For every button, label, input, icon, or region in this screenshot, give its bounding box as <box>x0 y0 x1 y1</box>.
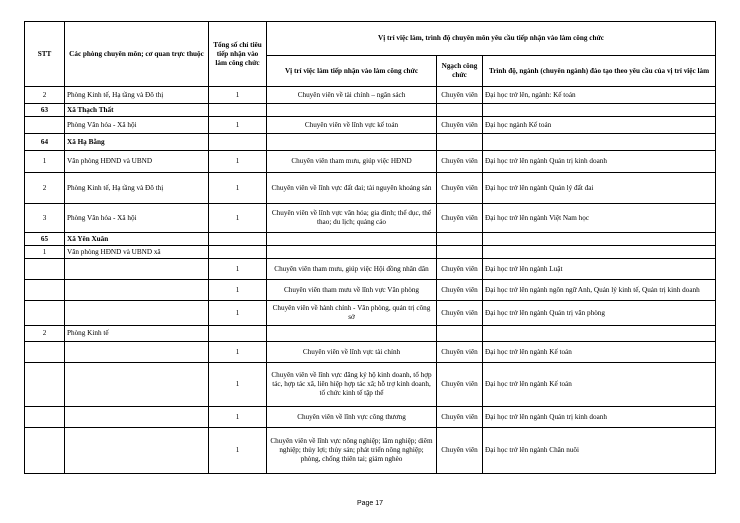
cell-rank: Chuyên viên <box>437 301 483 326</box>
cell-stt: 3 <box>25 204 65 233</box>
cell-total <box>209 246 267 259</box>
cell-dept: Phòng Kinh tế <box>65 326 209 342</box>
cell-dept <box>65 301 209 326</box>
table-row <box>25 151 716 173</box>
cell-total: 1 <box>209 428 267 474</box>
header-dept: Các phòng chuyên môn; cơ quan trực thuộc <box>65 22 209 87</box>
cell-dept <box>65 407 209 428</box>
cell-total: 1 <box>209 87 267 104</box>
cell-position: Chuyên viên về lĩnh vực đất đai; tài nguyên khoáng sản <box>267 173 437 204</box>
cell-qualification: Đại học trở lên ngành ngôn ngữ Anh, Quản lý kinh tế, Quản trị kinh doanh <box>483 280 716 301</box>
cell-rank <box>437 134 483 151</box>
cell-rank <box>437 233 483 246</box>
cell-total <box>209 326 267 342</box>
cell-total: 1 <box>209 280 267 301</box>
page-footer: Page 17 <box>356 500 384 507</box>
cell-position <box>267 326 437 342</box>
cell-position: Chuyên viên về lĩnh vực công thương <box>267 407 437 428</box>
table-body <box>25 87 716 474</box>
cell-stt: 63 <box>25 104 65 117</box>
cell-position: Chuyên viên về lĩnh vực tài chính <box>267 342 437 363</box>
table-row <box>25 259 716 280</box>
table-row <box>25 326 716 342</box>
table-row <box>25 246 716 259</box>
cell-dept: Phòng Văn hóa - Xã hội <box>65 204 209 233</box>
cell-dept: Phòng Văn hóa - Xã hội <box>65 117 209 134</box>
cell-qualification: Đại học trở lên ngành Quản trị kinh doanh <box>483 407 716 428</box>
cell-position: Chuyên viên về tài chính – ngân sách <box>267 87 437 104</box>
cell-total <box>209 233 267 246</box>
cell-qualification <box>483 134 716 151</box>
cell-position <box>267 246 437 259</box>
cell-dept: Xã Hạ Bằng <box>65 134 209 151</box>
cell-rank <box>437 246 483 259</box>
cell-position: Chuyên viên tham mưu, giúp việc Hội đồng nhân dân <box>267 259 437 280</box>
cell-position <box>267 104 437 117</box>
table-row <box>25 204 716 233</box>
table-row <box>25 173 716 204</box>
cell-position: Chuyên viên về lĩnh vực kế toán <box>267 117 437 134</box>
table-row <box>25 233 716 246</box>
table-row <box>25 87 716 104</box>
cell-qualification: Đại học trở lên, ngành: Kế toán <box>483 87 716 104</box>
cell-stt <box>25 280 65 301</box>
cell-total <box>209 134 267 151</box>
cell-qualification: Đại học trở lên ngành Kế toán <box>483 363 716 407</box>
header-position: Vị trí việc làm tiếp nhận vào làm công chức <box>267 56 437 87</box>
cell-rank: Chuyên viên <box>437 407 483 428</box>
cell-rank: Chuyên viên <box>437 151 483 173</box>
cell-stt <box>25 259 65 280</box>
cell-total: 1 <box>209 173 267 204</box>
table-row <box>25 363 716 407</box>
cell-stt <box>25 407 65 428</box>
cell-qualification: Đại học trở lên ngành Kế toán <box>483 342 716 363</box>
header-total: Tổng số chỉ tiêu tiếp nhận vào làm công chức <box>209 22 267 87</box>
cell-total: 1 <box>209 363 267 407</box>
cell-stt: 65 <box>25 233 65 246</box>
cell-position: Chuyên viên tham mưu về lĩnh vực Văn phòng <box>267 280 437 301</box>
cell-rank <box>437 326 483 342</box>
cell-dept <box>65 280 209 301</box>
cell-rank: Chuyên viên <box>437 173 483 204</box>
table-row <box>25 280 716 301</box>
table-row <box>25 407 716 428</box>
cell-rank: Chuyên viên <box>437 204 483 233</box>
cell-qualification: Đại học ngành Kế toán <box>483 117 716 134</box>
cell-qualification: Đại học trở lên ngành Quản trị văn phòng <box>483 301 716 326</box>
cell-position: Chuyên viên về hành chính - Văn phòng, quản trị công sở <box>267 301 437 326</box>
cell-dept: Xã Thạch Thất <box>65 104 209 117</box>
cell-stt: 2 <box>25 173 65 204</box>
table-row <box>25 104 716 117</box>
cell-stt: 2 <box>25 87 65 104</box>
cell-dept <box>65 363 209 407</box>
cell-dept <box>65 342 209 363</box>
cell-rank: Chuyên viên <box>437 428 483 474</box>
cell-rank: Chuyên viên <box>437 342 483 363</box>
table-row <box>25 428 716 474</box>
cell-rank <box>437 104 483 117</box>
cell-position: Chuyên viên tham mưu, giúp việc HĐND <box>267 151 437 173</box>
cell-rank: Chuyên viên <box>437 280 483 301</box>
cell-dept <box>65 259 209 280</box>
cell-position: Chuyên viên về lĩnh vực đăng ký hộ kinh doanh, tổ hợp tác, hợp tác xã, liên hiệp hợp tác xã; hỗ trợ kinh doanh, tổ chức kinh tế tập thể <box>267 363 437 407</box>
cell-total: 1 <box>209 151 267 173</box>
cell-total: 1 <box>209 259 267 280</box>
cell-stt <box>25 117 65 134</box>
cell-stt <box>25 301 65 326</box>
table-row <box>25 342 716 363</box>
cell-qualification <box>483 233 716 246</box>
staffing-table <box>24 21 716 474</box>
cell-qualification <box>483 104 716 117</box>
cell-rank: Chuyên viên <box>437 363 483 407</box>
cell-total: 1 <box>209 407 267 428</box>
cell-dept: Văn phòng HĐND và UBND <box>65 151 209 173</box>
cell-qualification: Đại học trở lên ngành Chăn nuôi <box>483 428 716 474</box>
cell-dept <box>65 428 209 474</box>
cell-rank: Chuyên viên <box>437 117 483 134</box>
table-row <box>25 134 716 151</box>
cell-dept: Phòng Kinh tế, Hạ tầng và Đô thị <box>65 173 209 204</box>
cell-qualification: Đại học trở lên ngành Quản trị kinh doanh <box>483 151 716 173</box>
cell-position: Chuyên viên về lĩnh vực nông nghiệp; lâm nghiệp; diêm nghiệp; thủy lợi; thủy sản; phát triển nông nghiệp; phòng, chống thiên tai; giảm nghèo <box>267 428 437 474</box>
cell-total: 1 <box>209 342 267 363</box>
cell-qualification: Đại học trở lên ngành Quản lý đất đai <box>483 173 716 204</box>
cell-stt: 64 <box>25 134 65 151</box>
cell-stt: 1 <box>25 246 65 259</box>
cell-total <box>209 104 267 117</box>
cell-rank: Chuyên viên <box>437 87 483 104</box>
cell-total: 1 <box>209 301 267 326</box>
cell-position <box>267 134 437 151</box>
table-row <box>25 301 716 326</box>
header-group: Vị trí việc làm, trình độ chuyên môn yêu cầu tiếp nhận vào làm công chức <box>267 22 716 56</box>
cell-position: Chuyên viên về lĩnh vực văn hóa; gia đình; thể dục, thể thao; du lịch; quảng cáo <box>267 204 437 233</box>
cell-dept: Xã Yên Xuân <box>65 233 209 246</box>
cell-dept: Phòng Kinh tế, Hạ tầng và Đô thị <box>65 87 209 104</box>
header-stt: STT <box>25 22 65 87</box>
cell-stt <box>25 363 65 407</box>
cell-stt: 1 <box>25 151 65 173</box>
cell-stt <box>25 342 65 363</box>
cell-total: 1 <box>209 117 267 134</box>
table-row <box>25 117 716 134</box>
header-rank: Ngạch công chức <box>437 56 483 87</box>
cell-total: 1 <box>209 204 267 233</box>
cell-stt <box>25 428 65 474</box>
cell-qualification: Đại học trở lên ngành Luật <box>483 259 716 280</box>
cell-dept: Văn phòng HĐND và UBND xã <box>65 246 209 259</box>
header-qualification: Trình độ, ngành (chuyên ngành) đào tạo theo yêu cầu của vị trí việc làm <box>483 56 716 87</box>
cell-qualification <box>483 246 716 259</box>
cell-position <box>267 233 437 246</box>
cell-qualification: Đại học trở lên ngành Việt Nam học <box>483 204 716 233</box>
cell-qualification <box>483 326 716 342</box>
cell-stt: 2 <box>25 326 65 342</box>
cell-rank: Chuyên viên <box>437 259 483 280</box>
